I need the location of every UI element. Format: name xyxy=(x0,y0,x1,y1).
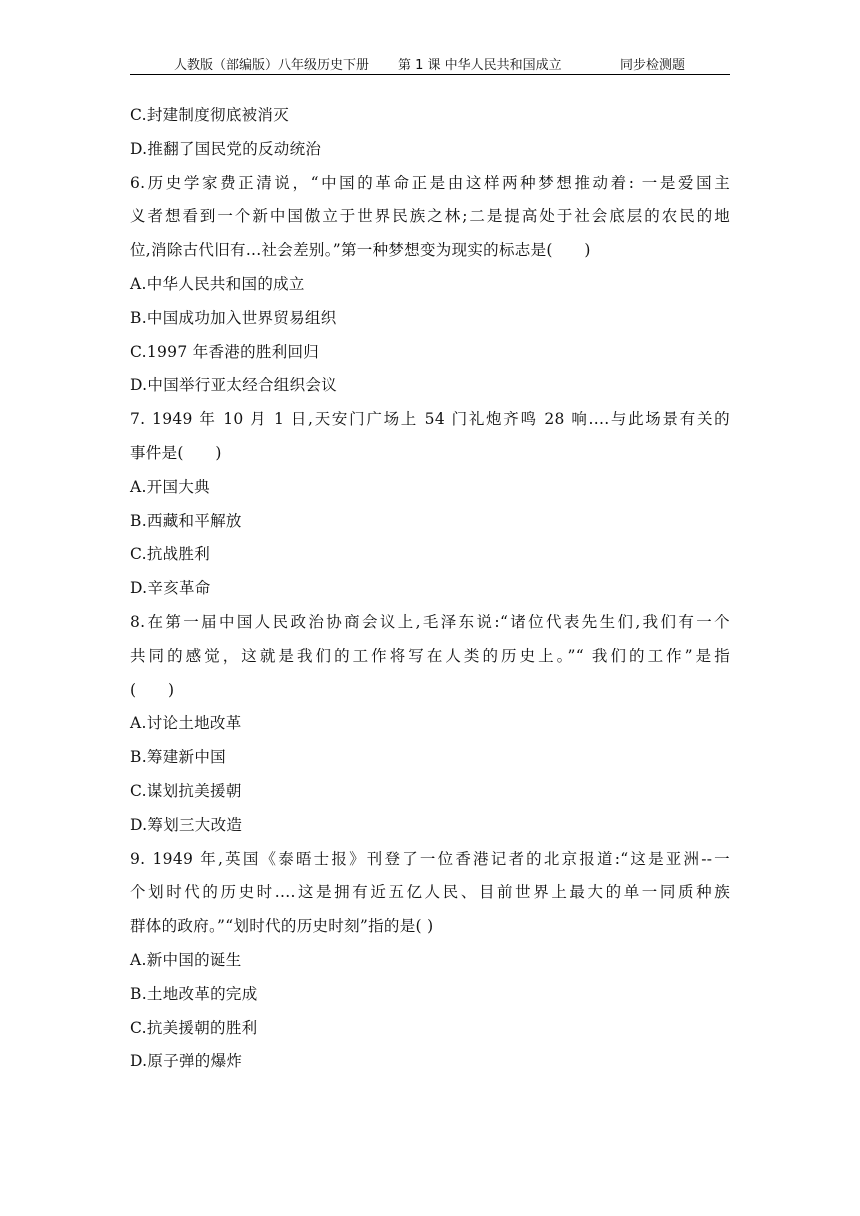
option-b-q7: B.西藏和平解放 xyxy=(130,511,242,530)
option-a-q7: A.开国大典 xyxy=(130,477,210,496)
option-d-q5: D.推翻了国民党的反动统治 xyxy=(130,139,322,158)
header-test-type: 同步检测题 xyxy=(620,58,686,73)
page-header xyxy=(130,52,730,75)
option-c-q8: C.谋划抗美援朝 xyxy=(130,781,242,800)
option-b-q9: B.土地改革的完成 xyxy=(130,984,258,1003)
option-b-q8: B.筹建新中国 xyxy=(130,748,226,767)
question-9-line-1: 9. 1949 年,英国《泰晤士报》刊登了一位香港记者的北京报道:“这是亚洲--一 xyxy=(130,849,730,868)
question-8-line-2: 共同的感觉，这就是我们的工作将写在人类的历史上。”“ 我们的工作”是指 xyxy=(130,646,730,665)
question-9-line-3: 群体的政府。”“划时代的历史时刻”指的是( ) xyxy=(130,917,434,936)
option-c-q5: C.封建制度彻底被消灭 xyxy=(130,106,290,124)
header-lesson-title: 第 1 课 中华人民共和国成立 xyxy=(398,58,562,73)
option-c-q7: C.抗战胜利 xyxy=(130,545,211,564)
question-7-line-2: 事件是( ) xyxy=(130,443,222,462)
option-c-q6: C.1997 年香港的胜利回归 xyxy=(130,342,320,361)
option-b-q6: B.中国成功加入世界贸易组织 xyxy=(130,308,337,327)
header-book-title: 人教版（部编版）八年级历史下册 xyxy=(174,58,370,73)
question-9-line-2: 个划时代的历史时....这是拥有近五亿人民、目前世界上最大的单一同质种族 xyxy=(130,883,730,902)
option-a-q9: A.新中国的诞生 xyxy=(130,950,242,969)
option-d-q6: D.中国举行亚太经合组织会议 xyxy=(130,376,338,395)
question-7-line-1: 7. 1949 年 10 月 1 日,天安门广场上 54 门礼炮齐鸣 28 响....与此场景有关的 xyxy=(130,410,730,429)
option-d-q7: D.辛亥革命 xyxy=(130,579,211,598)
option-a-q6: A.中华人民共和国的成立 xyxy=(130,274,305,293)
option-d-q8: D.筹划三大改造 xyxy=(130,815,243,834)
option-c-q9: C.抗美援朝的胜利 xyxy=(130,1018,258,1037)
document-body xyxy=(130,99,730,1079)
option-d-q9: D.原子弹的爆炸 xyxy=(130,1052,243,1071)
question-8-line-1: 8.在第一届中国人民政治协商会议上,毛泽东说:“诸位代表先生们,我们有一个 xyxy=(130,612,730,631)
question-6-line-3: 位,消除古代旧有...社会差别。”第一种梦想变为现实的标志是( ) xyxy=(130,241,591,260)
option-a-q8: A.讨论土地改革 xyxy=(130,714,242,733)
question-8-line-3: ( ) xyxy=(130,680,175,699)
question-6-line-1: 6.历史学家费正清说，“中国的革命正是由这样两种梦想推动着: 一是爱国主 xyxy=(130,173,730,192)
question-6-line-2: 义者想看到一个新中国傲立于世界民族之林;二是提高处于社会底层的农民的地 xyxy=(130,207,730,226)
